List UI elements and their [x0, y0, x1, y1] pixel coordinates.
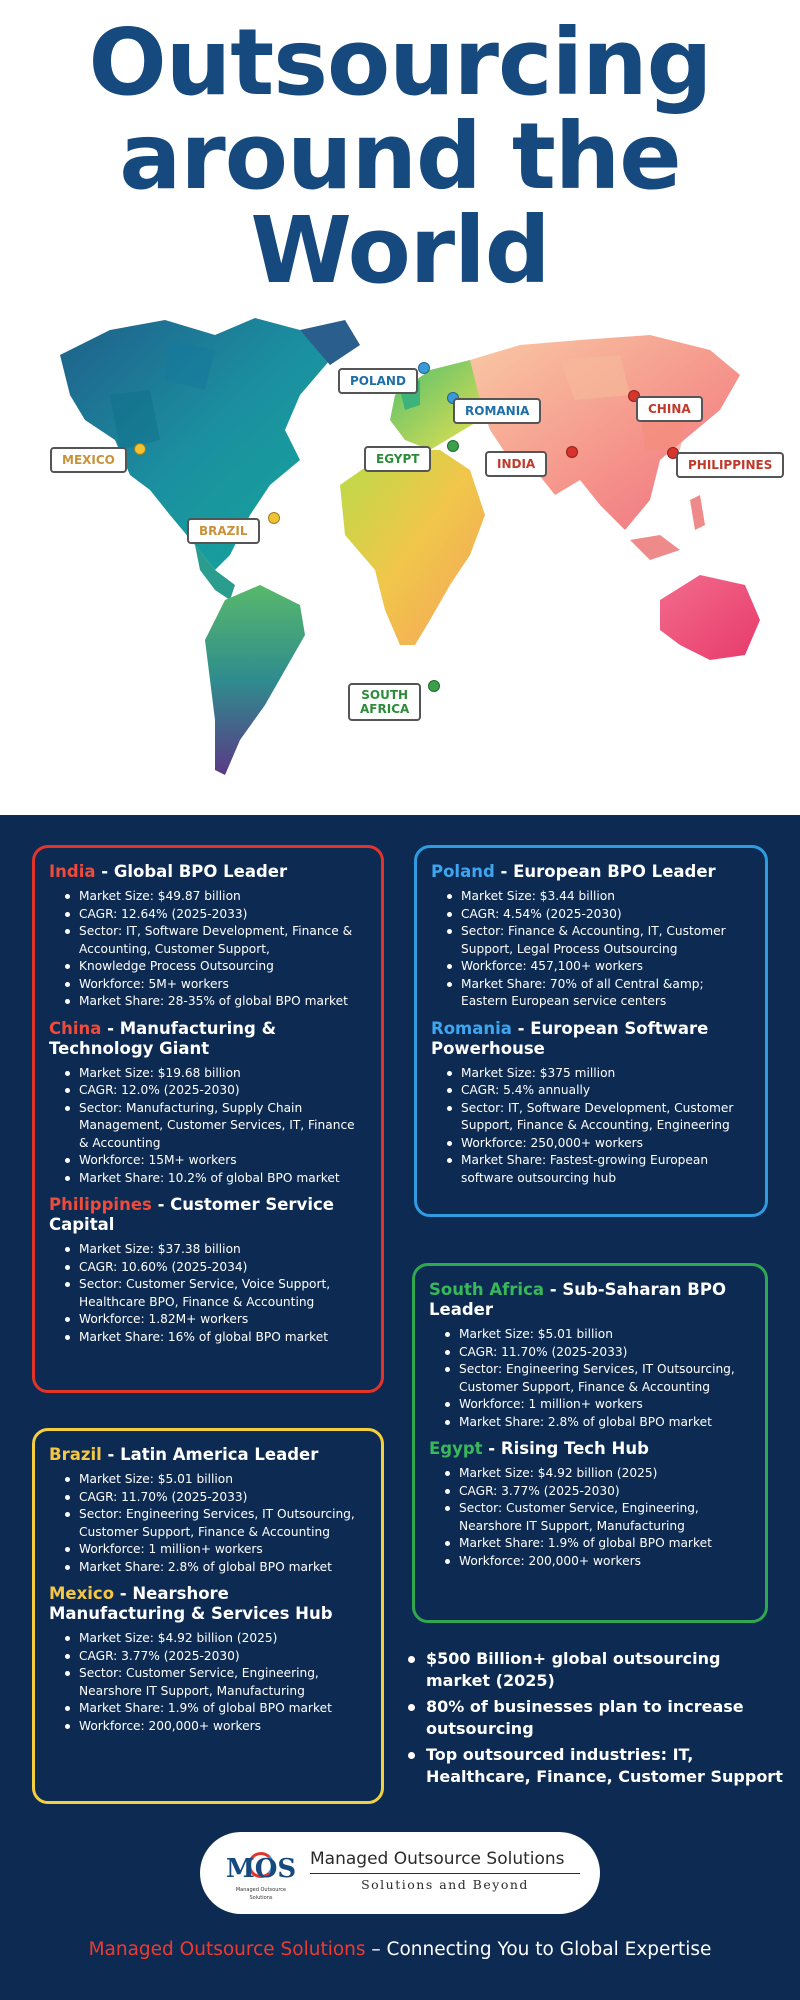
egypt-country: Egypt: [429, 1439, 483, 1458]
list-item: CAGR: 10.60% (2025-2034): [63, 1259, 367, 1277]
logo-divider: [310, 1873, 580, 1874]
india-list: [49, 888, 367, 1011]
brazil-list: [49, 1471, 367, 1576]
list-item: Sector: Manufacturing, Supply Chain Management, Customer Services, IT, Finance & Accounting: [63, 1100, 367, 1153]
list-item: CAGR: 3.77% (2025-2030): [443, 1483, 751, 1501]
india-label: INDIA: [485, 451, 547, 477]
romania-heading: [431, 1019, 751, 1059]
mexico-list: [49, 1630, 367, 1735]
list-item: Workforce: 457,100+ workers: [445, 958, 751, 976]
list-item: Sector: Customer Service, Engineering, Nearshore IT Support, Manufacturing: [63, 1665, 367, 1700]
list-item: CAGR: 11.70% (2025-2033): [443, 1344, 751, 1362]
poland-list: [431, 888, 751, 1011]
egypt-heading: [429, 1439, 751, 1459]
mexico-label: MEXICO: [50, 447, 127, 473]
list-item: Knowledge Process Outsourcing: [63, 958, 367, 976]
list-item: Market Share: 70% of all Central &amp; Eastern European service centers: [445, 976, 751, 1011]
brazil-subtitle: - Latin America Leader: [101, 1445, 319, 1464]
poland-pin: [418, 362, 430, 374]
list-item: Market Size: $5.01 billion: [443, 1326, 751, 1344]
list-item: Sector: Engineering Services, IT Outsourcing, Customer Support, Finance & Accounting: [63, 1506, 367, 1541]
list-item: Market Size: $4.92 billion (2025): [443, 1465, 751, 1483]
poland-subtitle: - European BPO Leader: [494, 862, 716, 881]
list-item: Workforce: 1 million+ workers: [63, 1541, 367, 1559]
south-africa-subtitle: - Sub-Saharan BPO Leader: [429, 1280, 726, 1319]
china-subtitle: - Manufacturing & Technology Giant: [49, 1018, 277, 1058]
list-item: CAGR: 4.54% (2025-2030): [445, 906, 751, 924]
list-item: Sector: Customer Service, Voice Support, Healthcare BPO, Finance & Accounting: [63, 1276, 367, 1311]
brazil-country: Brazil: [49, 1445, 102, 1464]
list-item: Market Size: $37.38 billion: [63, 1241, 367, 1259]
list-item: Market Size: $375 million: [445, 1065, 751, 1083]
philippines-heading: [49, 1195, 367, 1235]
india-country: India: [49, 862, 96, 881]
china-label: CHINA: [636, 396, 703, 422]
australia-shape: [660, 575, 760, 660]
logo-mark-text: MOS: [226, 1854, 297, 1884]
list-item: Workforce: 5M+ workers: [63, 976, 367, 994]
title-line-3: World: [250, 197, 550, 304]
stat-item: $500 Billion+ global outsourcing market (2025): [400, 1648, 790, 1692]
logo-company-name: Managed Outsource Solutions: [310, 1849, 565, 1869]
stat-item: Top outsourced industries: IT, Healthcare, Finance, Customer Support: [400, 1744, 790, 1788]
south-africa-pin: [428, 680, 440, 692]
footer-brand: Managed Outsource Solutions: [88, 1939, 366, 1960]
logo-tagline: Solutions and Beyond: [361, 1877, 529, 1892]
china-heading: [49, 1019, 367, 1059]
poland-heading: [431, 862, 751, 882]
list-item: Workforce: 250,000+ workers: [445, 1135, 751, 1153]
list-item: Market Share: 16% of global BPO market: [63, 1329, 367, 1347]
poland-country: Poland: [431, 862, 495, 881]
list-item: Market Share: 10.2% of global BPO market: [63, 1170, 367, 1188]
title-line-2: around the: [119, 103, 681, 210]
list-item: Market Size: $4.92 billion (2025): [63, 1630, 367, 1648]
egypt-pin: [447, 440, 459, 452]
summary-stats: [400, 1648, 790, 1792]
list-item: Sector: IT, Software Development, Finance & Accounting, Customer Support,: [63, 923, 367, 958]
egypt-subtitle: - Rising Tech Hub: [482, 1439, 649, 1458]
mexico-country: Mexico: [49, 1584, 115, 1603]
philippines-list: [49, 1241, 367, 1346]
brazil-pin: [268, 512, 280, 524]
list-item: Market Share: 2.8% of global BPO market: [63, 1559, 367, 1577]
list-item: Market Share: 1.9% of global BPO market: [443, 1535, 751, 1553]
list-item: CAGR: 3.77% (2025-2030): [63, 1648, 367, 1666]
south-africa-list: [429, 1326, 751, 1431]
company-logo[interactable]: [200, 1832, 600, 1914]
card-asia: [32, 845, 384, 1393]
romania-label: ROMANIA: [453, 398, 541, 424]
stat-item: 80% of businesses plan to increase outsourcing: [400, 1696, 790, 1740]
list-item: Sector: IT, Software Development, Customer Support, Finance & Accounting, Engineering: [445, 1100, 751, 1135]
world-map: [0, 300, 800, 805]
egypt-list: [429, 1465, 751, 1570]
south-america-shape: [205, 585, 305, 775]
footer-tagline: [0, 1938, 800, 1962]
philippines-country: Philippines: [49, 1195, 152, 1214]
page-title: [0, 9, 800, 304]
list-item: Workforce: 200,000+ workers: [63, 1718, 367, 1736]
philippines-subtitle: - Customer Service Capital: [49, 1195, 334, 1234]
china-list: [49, 1065, 367, 1188]
card-europe: [414, 845, 768, 1217]
africa-shape: [340, 450, 485, 645]
list-item: Market Share: 28-35% of global BPO market: [63, 993, 367, 1011]
logo-mark-subtext: Managed Outsource Solutions: [235, 1887, 287, 1901]
south-africa-label-line-2: AFRICA: [360, 702, 410, 716]
list-item: Market Size: $19.68 billion: [63, 1065, 367, 1083]
brazil-heading: [49, 1445, 367, 1465]
south-africa-label-line-1: SOUTH: [361, 688, 409, 702]
logo-mark: [226, 1842, 296, 1904]
card-latin-america: [32, 1428, 384, 1804]
list-item: CAGR: 12.64% (2025-2033): [63, 906, 367, 924]
list-item: Market Size: $5.01 billion: [63, 1471, 367, 1489]
philippines-label: PHILIPPINES: [676, 452, 784, 478]
romania-country: Romania: [431, 1018, 512, 1038]
list-item: CAGR: 11.70% (2025-2033): [63, 1489, 367, 1507]
list-item: Workforce: 1.82M+ workers: [63, 1311, 367, 1329]
list-item: CAGR: 12.0% (2025-2030): [63, 1082, 367, 1100]
list-item: Sector: Customer Service, Engineering, Nearshore IT Support, Manufacturing: [443, 1500, 751, 1535]
egypt-label: EGYPT: [364, 446, 431, 472]
romania-list: [431, 1065, 751, 1188]
list-item: Market Share: 1.9% of global BPO market: [63, 1700, 367, 1718]
title-line-1: Outsourcing: [88, 9, 712, 116]
south-africa-label: [348, 683, 421, 721]
list-item: Workforce: 1 million+ workers: [443, 1396, 751, 1414]
list-item: Workforce: 15M+ workers: [63, 1152, 367, 1170]
mexico-heading: [49, 1584, 367, 1624]
list-item: Workforce: 200,000+ workers: [443, 1553, 751, 1571]
india-pin: [566, 446, 578, 458]
footer-text: – Connecting You to Global Expertise: [365, 1939, 712, 1960]
mexico-subtitle: - Nearshore Manufacturing & Services Hub: [49, 1584, 333, 1623]
south-africa-country: South Africa: [429, 1280, 545, 1299]
list-item: CAGR: 5.4% annually: [445, 1082, 751, 1100]
india-subtitle: - Global BPO Leader: [95, 862, 288, 881]
list-item: Market Size: $3.44 billion: [445, 888, 751, 906]
card-africa: [412, 1263, 768, 1623]
india-heading: [49, 862, 367, 882]
poland-label: POLAND: [338, 368, 418, 394]
south-africa-heading: [429, 1280, 751, 1320]
list-item: Market Share: 2.8% of global BPO market: [443, 1414, 751, 1432]
brazil-label: BRAZIL: [187, 518, 260, 544]
list-item: Sector: Engineering Services, IT Outsourcing, Customer Support, Finance & Accounting: [443, 1361, 751, 1396]
romania-subtitle: - European Software Powerhouse: [431, 1018, 709, 1058]
list-item: Market Size: $49.87 billion: [63, 888, 367, 906]
list-item: Market Share: Fastest-growing European software outsourcing hub: [445, 1152, 751, 1187]
china-country: China: [49, 1018, 102, 1038]
list-item: Sector: Finance & Accounting, IT, Customer Support, Legal Process Outsourcing: [445, 923, 751, 958]
mexico-pin: [134, 443, 146, 455]
